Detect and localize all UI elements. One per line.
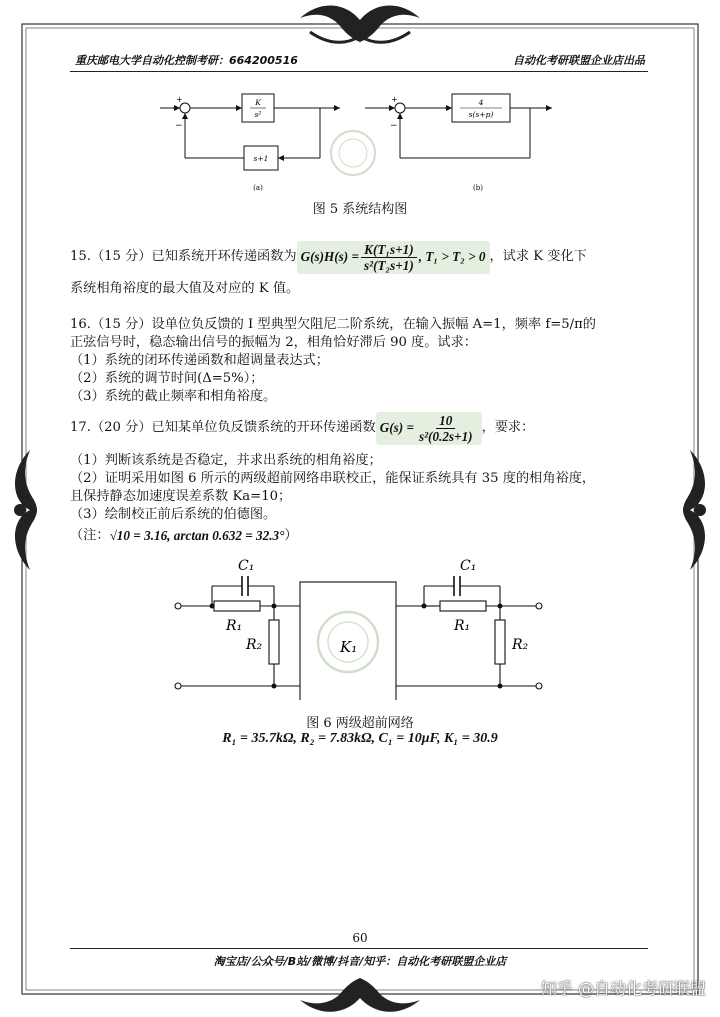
bottom-ornament-icon [300, 978, 420, 1012]
forward-den-b: s(s+p) [468, 110, 494, 119]
label-r1-left: R₁ [226, 618, 243, 634]
label-k1: K₁ [340, 638, 358, 656]
diagram-a [160, 94, 340, 170]
question-17-item-1: （1）判断该系统是否稳定，并求出系统的相角裕度； [70, 453, 382, 468]
question-16-item-3: （3）系统的截止频率和相角裕度。 [70, 389, 277, 404]
label-a: (a) [253, 184, 263, 192]
q17-formula [376, 412, 482, 445]
terminal-in-top [175, 603, 181, 609]
figure-5 [160, 88, 560, 200]
terminal-out-top [536, 603, 542, 609]
question-17-note [70, 527, 298, 545]
q15-cond: , T₁ > T₂ > 0 [418, 249, 486, 264]
terminal-out-bottom [536, 683, 542, 689]
resistor-r2-right [495, 620, 505, 664]
question-16-item-1: （1）系统的闭环传递函数和超调量表达式； [70, 353, 329, 368]
resistor-r2-left [269, 620, 279, 664]
feedback-a: s+1 [253, 154, 269, 163]
footer-rule [70, 948, 648, 949]
plus-sign-b: + [391, 95, 398, 104]
summing-junction-b [395, 103, 405, 113]
watermark-seal-icon [331, 131, 375, 175]
q15-formula [297, 241, 490, 274]
q15-suffix: ，试求 K 变化下 [489, 249, 587, 264]
question-16-line-2: 正弦信号时，稳态输出信号的振幅为 2，相角恰好滞后 90 度。试求： [70, 335, 477, 350]
label-r2-left: R₂ [246, 637, 263, 653]
q15-prefix: 15.（15 分）已知系统开环传递函数为 [70, 249, 297, 264]
plus-sign-a: + [176, 95, 183, 104]
question-15-line-1 [70, 240, 587, 274]
question-17-item-2b: 且保持静态加速度误差系数 Ka=10； [70, 489, 292, 504]
left-ornament-icon [14, 450, 37, 570]
q17-prefix: 17.（20 分）已知某单位负反馈系统的开环传递函数 [70, 420, 376, 435]
label-c1-left: C₁ [238, 558, 255, 574]
figure-6-caption: 图 6 两级超前网络 [306, 716, 414, 731]
page-number: 60 [352, 931, 368, 945]
q15-lhs: G(s)H(s) = [300, 249, 360, 264]
forward-num-a: K [255, 98, 261, 107]
q17-suffix: ，要求： [481, 420, 535, 435]
q17-lhs: G(s) = [379, 420, 414, 435]
question-15-line-2: 系统相角裕度的最大值及对应的 K 值。 [70, 281, 300, 296]
figure-5-caption: 图 5 系统结构图 [312, 202, 408, 217]
question-17-item-2: （2）证明采用如图 6 所示的两级超前网络串联校正，能保证系统具有 35 度的相角裕度， [70, 471, 596, 486]
note-math: √10 = 3.16, arctan 0.632 = 32.3° [109, 528, 285, 543]
resistor-r1-left [214, 601, 260, 611]
forward-den-a: s² [254, 110, 262, 119]
label-r2-right: R₂ [512, 637, 529, 653]
question-16-line-1: 16.（15 分）设单位负反馈的 I 型典型欠阻尼二阶系统，在输入振幅 A=1，频率 f=5/π的 [70, 317, 596, 332]
figure-6 [170, 550, 550, 700]
q15-num: K(T₁s+1) [361, 242, 416, 258]
right-ornament-icon [683, 450, 706, 570]
q15-den: s²(T₂s+1) [364, 257, 414, 273]
question-17-line-1 [70, 410, 534, 446]
forward-num-b: 4 [478, 98, 484, 107]
note-suffix: ） [284, 528, 298, 543]
header-right: 自动化考研联盟企业店出品 [513, 54, 645, 67]
question-17-item-3: （3）绘制校正前后系统的伯德图。 [70, 507, 277, 522]
question-16-item-2: （2）系统的调节时间(Δ=5%）； [70, 371, 264, 386]
label-b: (b) [473, 184, 483, 192]
minus-sign-a: − [175, 121, 183, 131]
q17-den: s²(0.2s+1) [418, 428, 473, 444]
label-r1-right: R₁ [454, 618, 471, 634]
zhihu-watermark: 知乎 @自动化考研联盟 [540, 979, 706, 998]
footer-text: 淘宝店/公众号/B站/微博/抖音/知乎：自动化考研联盟企业店 [213, 955, 507, 968]
header-rule [70, 71, 648, 72]
header-left: 重庆邮电大学自动化控制考研：664200516 [75, 54, 298, 67]
note-prefix: （注： [70, 528, 110, 543]
resistor-r1-right [440, 601, 486, 611]
figure-6-params: R₁ = 35.7kΩ, R₂ = 7.83kΩ, C₁ = 10μF, K₁ = 30.9 [222, 731, 498, 746]
q17-num: 10 [436, 413, 455, 429]
terminal-in-bottom [175, 683, 181, 689]
minus-sign-b: − [390, 121, 398, 131]
label-c1-right: C₁ [460, 558, 477, 574]
summing-junction-a [180, 103, 190, 113]
